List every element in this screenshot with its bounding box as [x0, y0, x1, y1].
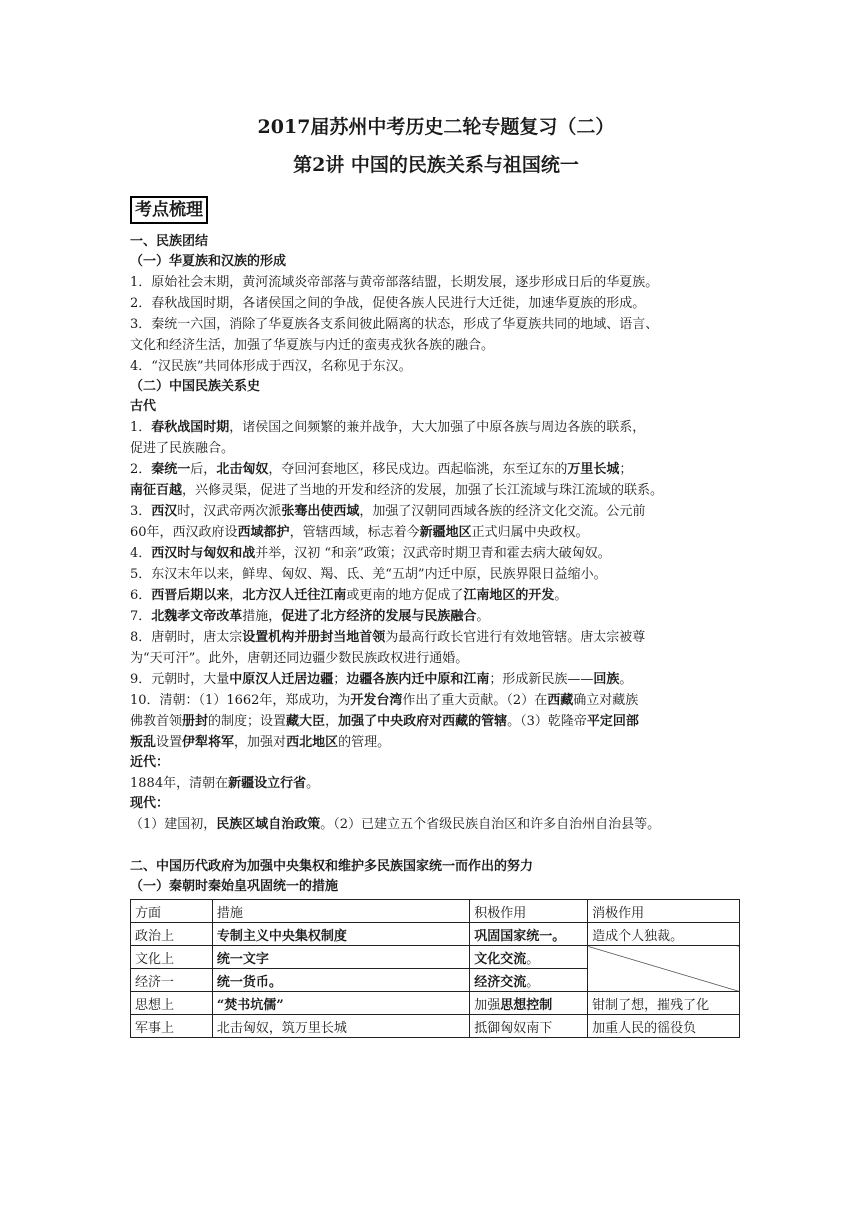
table-header-cell: 方面 [131, 900, 213, 923]
section-heading-2: 二、中国历代政府为加强中央集权和维护多民族国家统一而作出的努力 [130, 859, 534, 874]
table-header-cell: 消极作用 [588, 900, 740, 923]
table-cell-measure: 统一文字 [212, 946, 469, 969]
history-item-6: 6．西晋后期以来，北方汉人迁往江南或更南的地方促成了江南地区的开发。 [130, 588, 568, 603]
period-label-contemporary: 现代： [130, 796, 170, 811]
table-cell-measure: 北击匈奴，筑万里长城 [212, 1015, 469, 1038]
history-item-1-cont: 促进了民族融合。 [130, 441, 235, 456]
history-item-7: 7．北魏孝文帝改革措施，促进了北方经济的发展与民族融合。 [130, 609, 490, 624]
paragraph: 4．“汉民族”共同体形成于西汉，名称见于东汉。 [130, 359, 412, 374]
table-cell-aspect: 经济一 [131, 969, 213, 992]
paragraph: 3．秦统一六国，消除了华夏族各支系间彼此隔离的状态，形成了华夏族共同的地域、语言、 [130, 317, 659, 332]
table-cell-measure: 专制主义中央集权制度 [212, 923, 469, 946]
table-cell-negative: 加重人民的徭役负 [588, 1015, 740, 1038]
history-item-5: 5．东汉末年以来，鲜卑、匈奴、羯、氐、羌“五胡”内迁中原，民族界限日益缩小。 [130, 567, 607, 582]
history-item-3-cont: 60年，西汉政府设西域都护，管辖西域，标志着今新疆地区正式归属中央政权。 [130, 525, 589, 540]
subheading-1-1: （一）华夏族和汉族的形成 [130, 254, 287, 269]
table-cell-negative: 钳制了想，摧残了化 [588, 992, 740, 1015]
table-cell-positive: 文化交流。 [470, 946, 588, 969]
table-cell-positive: 抵御匈奴南下 [470, 1015, 588, 1038]
table-cell-positive: 经济交流。 [470, 969, 588, 992]
history-item-4: 4．西汉时与匈奴和战并举，汉初 “和亲”政策；汉武帝时期卫青和霍去病大破匈奴。 [130, 546, 611, 561]
history-item-10-cont: 佛教首领册封的制度；设置藏大臣，加强了中央政府对西藏的管辖。（3）乾隆帝平定回部 [130, 714, 639, 729]
table-cell-negative: 造成个人独裁。 [588, 923, 740, 946]
history-item-9: 9．元朝时，大量中原汉人迁居边疆；边疆各族内迁中原和江南；形成新民族——回族。 [130, 672, 633, 687]
qin-measures-table [130, 899, 740, 1038]
contemporary-item: （1）建国初，民族区域自治政策。（2）已建立五个省级民族自治区和许多自治州自治县等。 [130, 817, 661, 832]
history-item-10: 10．清朝：（1）1662年，郑成功，为开发台湾作出了重大贡献。（2）在西藏确立对藏族 [130, 693, 639, 708]
table-row [131, 923, 740, 946]
lecture-title: 第2讲 中国的民族关系与祖国统一 [293, 154, 579, 176]
table-cell-aspect: 军事上 [131, 1015, 213, 1038]
table-cell-aspect: 文化上 [131, 946, 213, 969]
section-heading-1: 一、民族团结 [130, 234, 209, 249]
history-item-3: 3．西汉时，汉武帝两次派张骞出使西域，加强了汉朝同西域各族的经济文化交流。公元前 [130, 504, 646, 519]
history-item-8-cont: 为“天可汗”。此外，唐朝还同边疆少数民族政权进行通婚。 [130, 651, 469, 666]
paragraph: 1．原始社会末期，黄河流域炎帝部落与黄帝部落结盟，长期发展，逐步形成日后的华夏族。 [130, 275, 659, 290]
table-cell-negative-empty [588, 946, 740, 992]
table-cell-aspect: 政治上 [131, 923, 213, 946]
paragraph: 2．春秋战国时期，各诸侯国之间的争战，促使各族人民进行大迁徙，加速华夏族的形成。 [130, 296, 646, 311]
section-box-label: 考点梳理 [130, 196, 208, 224]
document-page [130, 110, 742, 1038]
history-item-2-cont: 南征百越，兴修灵渠，促进了当地的开发和经济的发展，加强了长江流域与珠江流域的联系。 [130, 483, 664, 498]
table-header-row [131, 900, 740, 923]
period-label-ancient: 古代 [130, 399, 157, 414]
history-item-10-cont2: 叛乱设置伊犁将军，加强对西北地区的管理。 [130, 735, 391, 750]
period-label-modern: 近代： [130, 755, 170, 770]
history-item-8: 8．唐朝时，唐太宗设置机构并册封当地首领为最高行政长官进行有效地管辖。唐太宗被尊 [130, 630, 646, 645]
table-header-cell: 措施 [212, 900, 469, 923]
table-cell-positive: 加强思想控制 [470, 992, 588, 1015]
table-cell-positive: 巩固国家统一。 [470, 923, 588, 946]
subheading-1-2: （二）中国民族关系史 [130, 379, 261, 394]
table-row [131, 992, 740, 1015]
table-cell-measure: “焚书坑儒” [212, 992, 469, 1015]
section-spacer [130, 835, 742, 857]
history-item-2: 2．秦统一后，北击匈奴，夺回河套地区，移民戍边。西起临洮，东至辽东的万里长城； [130, 462, 633, 477]
table-cell-aspect: 思想上 [131, 992, 213, 1015]
table-cell-measure: 统一货币。 [212, 969, 469, 992]
subheading-2-1: （一）秦朝时秦始皇巩固统一的措施 [130, 879, 339, 894]
table-header-cell: 积极作用 [470, 900, 588, 923]
document-title: 2017届苏州中考历史二轮专题复习（二） [257, 116, 615, 138]
table-row [131, 1015, 740, 1038]
modern-item: 1884年，清朝在新疆设立行省。 [130, 776, 320, 791]
paragraph: 文化和经济生活，加强了华夏族与内迁的蛮夷戎狄各族的融合。 [130, 338, 495, 353]
history-item-1: 1．春秋战国时期，诸侯国之间频繁的兼并战争，大大加强了中原各族与周边各族的联系， [130, 420, 646, 435]
table-row [131, 946, 740, 969]
